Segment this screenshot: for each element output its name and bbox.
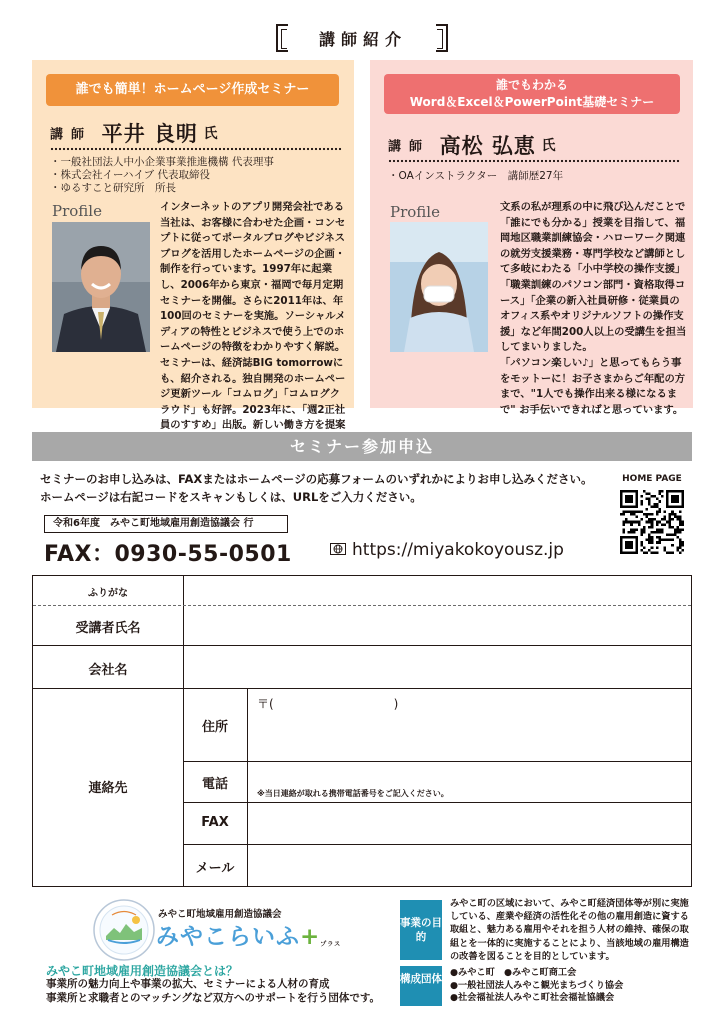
purpose-tag-text: 事業の目的 [400, 917, 442, 943]
postal-code-field[interactable]: 〒( ) [257, 697, 399, 711]
homepage-label: HOME PAGE [622, 474, 682, 484]
dotted-divider [388, 158, 680, 164]
member-item: ●みやこ町 ●みやこ町商工会 [450, 967, 577, 978]
about-line: 事業所と求職者とのマッチングなど双方へのサポートを行う団体です。 [46, 992, 381, 1004]
instructor-suffix: 氏 [203, 126, 218, 142]
instructor-credentials [50, 156, 274, 195]
section-title-text: 講師紹介 [318, 30, 407, 49]
instructor-credentials [388, 170, 563, 183]
instructor-photo-takamatsu [390, 222, 488, 352]
furigana-field[interactable] [183, 576, 691, 605]
application-instructions [40, 470, 600, 506]
credential-item: ・ゆるすこと研究所 所長 [50, 182, 176, 194]
instructor-name: 平井 良明 [101, 122, 198, 146]
label-participant-name: 受講者氏名 [75, 621, 141, 636]
instructor-card-takamatsu [370, 60, 693, 416]
instructor-suffix: 氏 [541, 138, 556, 154]
profile-label: Profile [390, 203, 440, 221]
members-tag [400, 966, 442, 1006]
members-tag-text: 構成団体 [400, 973, 442, 985]
instructor-role: 講師 [50, 127, 93, 143]
logo-plus-mark: + [300, 924, 321, 950]
credential-item: ・一般社団法人中小企業事業推進機構 代表理事 [50, 156, 274, 168]
logo-wordmark [156, 918, 341, 951]
label-fax: FAX [201, 815, 229, 830]
homepage-url[interactable]: https://miyakokoyousz.jp [352, 540, 564, 560]
fax-field[interactable] [248, 803, 691, 844]
company-field[interactable] [183, 646, 691, 688]
instructor-bio [500, 200, 688, 418]
credential-item: ・株式会社イーハイブ 代表取締役 [50, 169, 210, 181]
instructor-name-row [50, 118, 217, 148]
seminar-banner-office [384, 74, 680, 114]
bracket-right-icon [436, 24, 448, 52]
bio-paragraph: インターネットのアプリ開発会社である当社は、お客様に合わせた企画・コンセプトに従ってポータルブログやビジネスブログを活用したホームページの企画・制作を行っています。1997年に起業し、2006年から東京・福岡で毎月定期セミナーを開催。さらに2011年は、年100回のセミナーを実施。ソーシャルメディアの特性とビジネスで使う上でのホームページの特徴をわかりやすく解説。セミナーは、経済誌BIG tomorrowにも、紹介される。独自開発のホームページ更新ツール「コムログ」「コムログクラウド」も好評。2023年に、「週2正社員のすすめ」出版。新しい働き方を提案 [160, 201, 346, 432]
qr-code-graphic [620, 490, 684, 554]
instructor-name: 高松 弘恵 [439, 134, 536, 158]
section-title [0, 24, 723, 54]
fax-number: FAX：0930-55-0501 [44, 542, 292, 567]
bio-paragraph: 「パソコン楽しい♪」と思ってもらう事をモットーに！お子さまからご年配の方まで、"1人でも操作出来る様になるまで" お手伝いできればと思っています。 [500, 356, 686, 416]
instruction-line: セミナーのお申し込みは、FAXまたはホームページの応募フォームのいずれかによりお申し込みください。 [40, 472, 593, 486]
woman-portrait-icon [390, 222, 488, 352]
label-mail: メール [195, 861, 235, 876]
logo-plus-label: プラス [320, 941, 342, 948]
seminar-banner-homepage: 誰でも簡単！ホームページ作成セミナー [46, 74, 339, 106]
participant-name-field[interactable] [183, 606, 691, 645]
label-company: 会社名 [88, 663, 128, 678]
instructor-role: 講師 [388, 139, 431, 155]
homepage-url-row[interactable] [330, 540, 564, 560]
application-form [32, 575, 692, 887]
qr-code-icon[interactable] [620, 490, 684, 554]
label-address: 住所 [201, 720, 228, 735]
miyako-life-logo-icon [92, 898, 156, 962]
logo-wordmark-text: みやこらいふ [156, 924, 300, 950]
label-furigana: ふりがな [88, 588, 128, 599]
bracket-left-icon [276, 24, 288, 52]
purpose-text: みやこ町の区域において、みやこ町経済団体等が別に実施している、産業や経済の活性化その他の雇用創造に資する取組と、魅力ある雇用やそれを担う人材の維持、確保の取組とを一体的に実施することにより、当該地域の雇用構造の改善を図ることを目的としています。 [450, 898, 689, 962]
about-description [46, 977, 380, 1005]
application-header: セミナー参加申込 [32, 432, 692, 461]
purpose-tag [400, 900, 442, 960]
banner-line-2: Word＆Excel＆PowerPoint基礎セミナー [409, 95, 655, 109]
banner-line-1: 誰でもわかる [495, 78, 568, 92]
profile-label: Profile [52, 202, 102, 220]
recipient-organization: 令和6年度 みやこ町地域雇用創造協議会 行 [44, 515, 288, 533]
man-portrait-icon [52, 222, 150, 352]
bio-paragraph: 文系の私が理系の中に飛び込んだことで「誰にでも分かる」授業を目指して、福岡地区職業訓練協会・ハローワーク関連の就労支援業務・専門学校など講師として多岐にわたる「小中学校の操作支援」「職業訓練のパソコン部門・資格取得コース」「企業の新入社員研修・従業員のオフィス系やオリジナルソフトの操作支援」など年間200人以上の受講生を担当してまいりました。 [500, 201, 687, 354]
member-item: ●社会福祉法人みやこ町社会福祉協議会 [450, 992, 615, 1003]
phone-note: ※当日連絡が取れる携帯電話番号をご記入ください。 [257, 789, 449, 798]
logo-org-name: みやこ町地域雇用創造協議会 [158, 909, 282, 920]
dotted-divider [50, 146, 342, 152]
member-item: ●一般社団法人みやこ観光まちづくり協会 [450, 979, 624, 991]
about-heading: みやこ町地域雇用創造協議会とは？ [46, 964, 239, 978]
label-phone: 電話 [201, 777, 228, 792]
member-list [450, 967, 623, 1005]
instruction-line: ホームページは右記コードをスキャンもしくは、URLをご入力ください。 [40, 490, 422, 504]
credential-item: ・OAインストラクター 講師歴27年 [388, 170, 564, 182]
instructor-name-row [388, 130, 555, 160]
globe-icon [330, 541, 346, 557]
about-line: 事業所の魅力向上や事業の拡大、セミナーによる人材の育成 [46, 978, 330, 990]
instructor-bio [160, 200, 348, 450]
label-contact: 連絡先 [88, 781, 128, 796]
mail-field[interactable] [248, 845, 691, 887]
instructor-card-hirai [32, 60, 354, 432]
instructor-photo-hirai [52, 222, 150, 352]
